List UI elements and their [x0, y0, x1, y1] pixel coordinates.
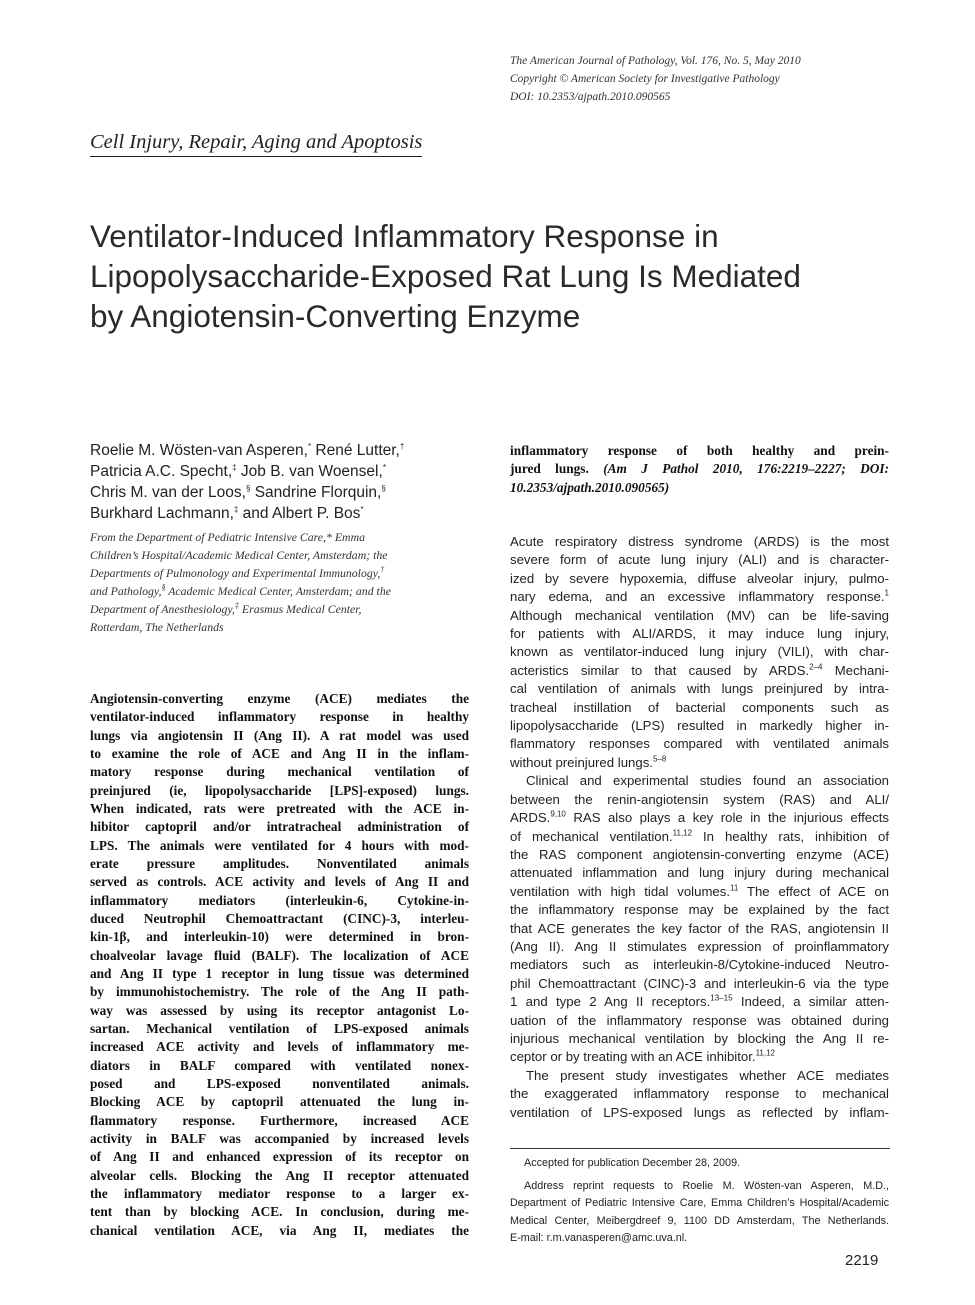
- body-line: the RAS component angiotensin-converting enzyme (ACE): [510, 846, 889, 862]
- email-line: E-mail: r.m.vanasperen@amc.uva.nl.: [510, 1232, 688, 1244]
- body-line: ventilation with high tidal volumes.$^{11}$ The effect of ACE on: [510, 883, 889, 899]
- reference-superscript: 11: [730, 883, 739, 893]
- abstract-line: inflammatory response of both healthy and prein-: [510, 443, 889, 458]
- author-mark: §: [245, 483, 251, 493]
- abstract-line: the inflammatory mediator response to a larger ex-: [90, 1185, 469, 1201]
- body-line: tracheal instillation of bacterial components such as: [510, 699, 889, 715]
- body-line: injurious mechanical ventilation by blocking the Ang II re-: [510, 1030, 889, 1046]
- author-line: [90, 503, 490, 524]
- author-list: [90, 440, 490, 524]
- author-mark: ‡: [233, 504, 239, 514]
- abstract-line: hibitor captopril and/or intratracheal administration of: [90, 819, 469, 835]
- citation-text: 10.2353/ajpath.2010.090565): [510, 479, 670, 495]
- abstract-line: chanical ventilation ACE, via Ang II, mediates the: [90, 1222, 469, 1238]
- section-heading: Cell Injury, Repair, Aging and Apoptosis: [90, 131, 422, 157]
- journal-copyright: Copyright © American Society for Investigative Pathology: [510, 73, 780, 85]
- abstract-line: [510, 479, 889, 497]
- author-mark: ‡: [232, 462, 237, 472]
- abstract-line: way was assessed by using its receptor antagonist Lo-: [90, 1002, 469, 1018]
- body-line: (Ang II). Ang II stimulates expression of proinflammatory: [510, 938, 889, 954]
- body-line: acteristics similar to that caused by ARDS.$^{2-4}$ Mechani-: [510, 662, 889, 678]
- author-mark: *: [307, 441, 312, 451]
- abstract-line: sartan. Mechanical ventilation of LPS-exposed animals: [90, 1020, 469, 1036]
- author-line: [90, 440, 490, 461]
- abstract-line: served as controls. ACE activity and levels of Ang II and: [90, 874, 469, 890]
- body-text: [510, 533, 889, 1122]
- body-line: ceptor or by treating with an ACE inhibitor.$^{11,12}$: [510, 1048, 776, 1065]
- body-line: without preinjured lungs.$^{5-8}$: [510, 754, 667, 770]
- affiliations: [90, 528, 470, 636]
- body-line: 1 and type 2 Ang II receptors.$^{13-15}$ Indeed, a similar atten-: [510, 993, 889, 1010]
- abstract-line: alveolar cells. Blocking the Ang II receptor attenuated: [90, 1167, 469, 1183]
- body-line: ized by severe hypoxemia, diffuse alveolar injury, pulmo-: [510, 570, 889, 586]
- reference-superscript: 11,12: [672, 828, 693, 838]
- abstract-line: LPS. The animals were ventilated for 4 hours with mod-: [90, 837, 469, 853]
- body-line: attenuated inflammation and lung injury during mechanical: [510, 865, 889, 881]
- affiliation-mark: §: [161, 583, 166, 593]
- abstract-line: erate pressure amplitudes. Nonventilated animals: [90, 855, 469, 871]
- affiliation-mark: ‡: [234, 601, 239, 611]
- abstract-line: to examine the role of ACE and Ang II in the inflam-: [90, 745, 469, 761]
- body-line: Clinical and experimental studies found an association: [526, 773, 889, 789]
- abstract-line: of Ang II and enhanced expression of its receptor on: [90, 1149, 469, 1165]
- reference-superscript: 5–8: [652, 754, 667, 764]
- body-line: flammatory responses compared with ventilated animals: [510, 736, 889, 752]
- address-line: Department of Pediatric Intensive Care, Emma Children’s Hospital/Academic: [510, 1197, 889, 1209]
- author-line: [90, 482, 490, 503]
- body-line: known as ventilator-induced lung injury (VILI), with char-: [510, 644, 889, 660]
- body-line: The present study investigates whether ACE mediates: [526, 1067, 889, 1083]
- body-line: that ACE generates the key factor of the RAS, angiotensin II: [510, 920, 889, 936]
- abstract-line: ventilator-induced inflammatory response in healthy: [90, 709, 469, 725]
- abstract-line: lungs via angiotensin II (Ang II). A rat model was used: [90, 727, 469, 743]
- abstract-line: by immunohistochemistry. The role of the Ang II path-: [90, 984, 469, 1000]
- abstract-line: Blocking ACE by captopril attenuated the lung in-: [90, 1094, 469, 1110]
- author-name: Job B. van Woensel,: [240, 463, 383, 480]
- body-line: cal ventilation of animals with lungs preinjured by intra-: [510, 681, 889, 697]
- author-mark: *: [360, 504, 364, 514]
- body-line: Acute respiratory distress syndrome (ARDS) is the most: [510, 534, 889, 549]
- abstract-continuation: [510, 442, 889, 497]
- abstract-line: Angiotensin-converting enzyme (ACE) mediates the: [90, 691, 469, 706]
- body-line: for patients with ALI/ARDS, it may induce lung injury,: [510, 626, 889, 642]
- address-line: Address reprint requests to Roelie M. Wösten-van Asperen, M.D.,: [524, 1179, 889, 1192]
- journal-citation: The American Journal of Pathology, Vol. 176, No. 5, May 2010: [510, 55, 801, 67]
- author-name: Chris M. van der Loos,: [90, 484, 246, 501]
- abstract-line: increased ACE activity and levels of inflammatory me-: [90, 1039, 469, 1055]
- abstract-line: matory response during mechanical ventilation of: [90, 764, 469, 780]
- abstract-line: jured lungs. (Am J Pathol 2010, 176:2219–2227; DOI:: [510, 461, 889, 477]
- author-line: [90, 461, 490, 482]
- title-line: Ventilator-Induced Inflammatory Response in: [90, 218, 719, 254]
- body-line: uation of the inflammatory response was obtained during: [510, 1012, 889, 1028]
- abstract-line: activity in BALF was accompanied by increased levels: [90, 1130, 469, 1146]
- reference-superscript: 11,12: [755, 1048, 776, 1058]
- reference-superscript: 13–15: [710, 993, 733, 1003]
- abstract: [90, 690, 469, 1240]
- page-number: 2219: [845, 1252, 879, 1269]
- body-line: phil Chemoattractant (CINC)-3 and interleukin-6 via the type: [510, 975, 889, 991]
- author-name: Sandrine Florquin,: [254, 484, 382, 501]
- author-name: Burkhard Lachmann,: [90, 505, 234, 522]
- abstract-line: choalveolar lavage fluid (BALF). The localization of ACE: [90, 947, 469, 963]
- footnotes: [510, 1155, 889, 1248]
- abstract-line: diators in BALF compared with ventilated nonex-: [90, 1057, 469, 1073]
- title-line: by Angiotensin-Converting Enzyme: [90, 298, 581, 334]
- affiliation-line: and Pathology,§ Academic Medical Center, Amsterdam; and the: [90, 583, 391, 598]
- affiliation-line: Departments of Pulmonology and Experimental Immunology,†: [90, 565, 385, 580]
- author-name: Roelie M. Wösten-van Asperen,: [90, 442, 308, 459]
- reference-superscript: 9,10: [550, 809, 566, 819]
- accepted-date: Accepted for publication December 28, 2009.: [524, 1157, 741, 1169]
- abstract-line: and Ang II type 1 receptor in lung tissue was determined: [90, 965, 469, 981]
- body-line: between the renin-angiotensin system (RAS) and ALI/: [510, 791, 889, 807]
- footnote-rule: [510, 1148, 890, 1149]
- abstract-line: posed and LPS-exposed nonventilated animals.: [90, 1075, 469, 1091]
- affiliation-mark: †: [380, 565, 385, 575]
- author-mark: *: [382, 462, 386, 472]
- body-line: Although mechanical ventilation (MV) can be life-saving: [510, 607, 889, 623]
- body-line: severe form of acute lung injury (ALI) and is character-: [510, 552, 889, 568]
- author-name: and Albert P. Bos: [242, 505, 361, 522]
- citation-text: (Am J Pathol 2010, 176:2219–2227; DOI:: [603, 461, 889, 477]
- affiliation-line: Rotterdam, The Netherlands: [90, 620, 224, 634]
- abstract-line: tent than by blocking ACE. In conclusion, during me-: [90, 1204, 469, 1220]
- body-line: ARDS.$^{9,10}$ RAS also plays a key role in the injurious effects: [510, 809, 889, 826]
- author-name: Patricia A.C. Specht,: [90, 463, 233, 480]
- affiliation-line: Department of Anesthesiology,‡ Erasmus Medical Center,: [90, 601, 362, 616]
- body-line: the exaggerated inflammatory response to mechanical: [510, 1086, 889, 1102]
- affiliation-line: Children’s Hospital/Academic Medical Center, Amsterdam; the: [90, 548, 388, 562]
- body-line: lipopolysaccharide (LPS) resulted in markedly higher in-: [510, 718, 889, 734]
- body-line: of mechanical ventilation.$^{11,12}$ In healthy rats, inhibition of: [510, 828, 890, 844]
- abstract-line: duced Neutrophil Chemoattractant (CINC)-3, interleu-: [90, 910, 469, 926]
- article-title: [90, 216, 910, 336]
- journal-header: [510, 52, 910, 106]
- affiliation-line: From the Department of Pediatric Intensive Care,* Emma: [90, 530, 365, 544]
- body-line: the inflammatory response may be explained by the fact: [510, 902, 889, 918]
- reference-superscript: 2–4: [809, 662, 823, 672]
- abstract-line: inflammatory mediators (interleukin-6, Cytokine-in-: [90, 892, 469, 908]
- abstract-line: When indicated, rats were pretreated with the ACE in-: [90, 800, 469, 816]
- author-mark: §: [381, 483, 386, 493]
- abstract-line: flammatory response. Furthermore, increased ACE: [90, 1112, 469, 1128]
- abstract-line: preinjured (ie, lipopolysaccharide [LPS]-exposed) lungs.: [90, 782, 469, 798]
- abstract-line: kin-1β, and interleukin-10) were determined in bron-: [90, 929, 469, 945]
- address-line: Medical Center, Meibergdreef 9, 1100 DD Amsterdam, The Netherlands.: [510, 1214, 889, 1227]
- author-mark: †: [399, 441, 405, 451]
- body-line: nary edema, and an excessive inflammatory response.$^1$: [510, 588, 889, 605]
- journal-doi: DOI: 10.2353/ajpath.2010.090565: [510, 91, 671, 103]
- reference-superscript: 1: [884, 588, 889, 598]
- body-line: mediators such as interleukin-8/Cytokine-induced Neutro-: [510, 957, 889, 973]
- body-line: ventilation of LPS-exposed lungs as reflected by inflam-: [510, 1104, 889, 1120]
- title-line: Lipopolysaccharide-Exposed Rat Lung Is Mediated: [90, 258, 801, 294]
- author-name: René Lutter,: [315, 442, 400, 459]
